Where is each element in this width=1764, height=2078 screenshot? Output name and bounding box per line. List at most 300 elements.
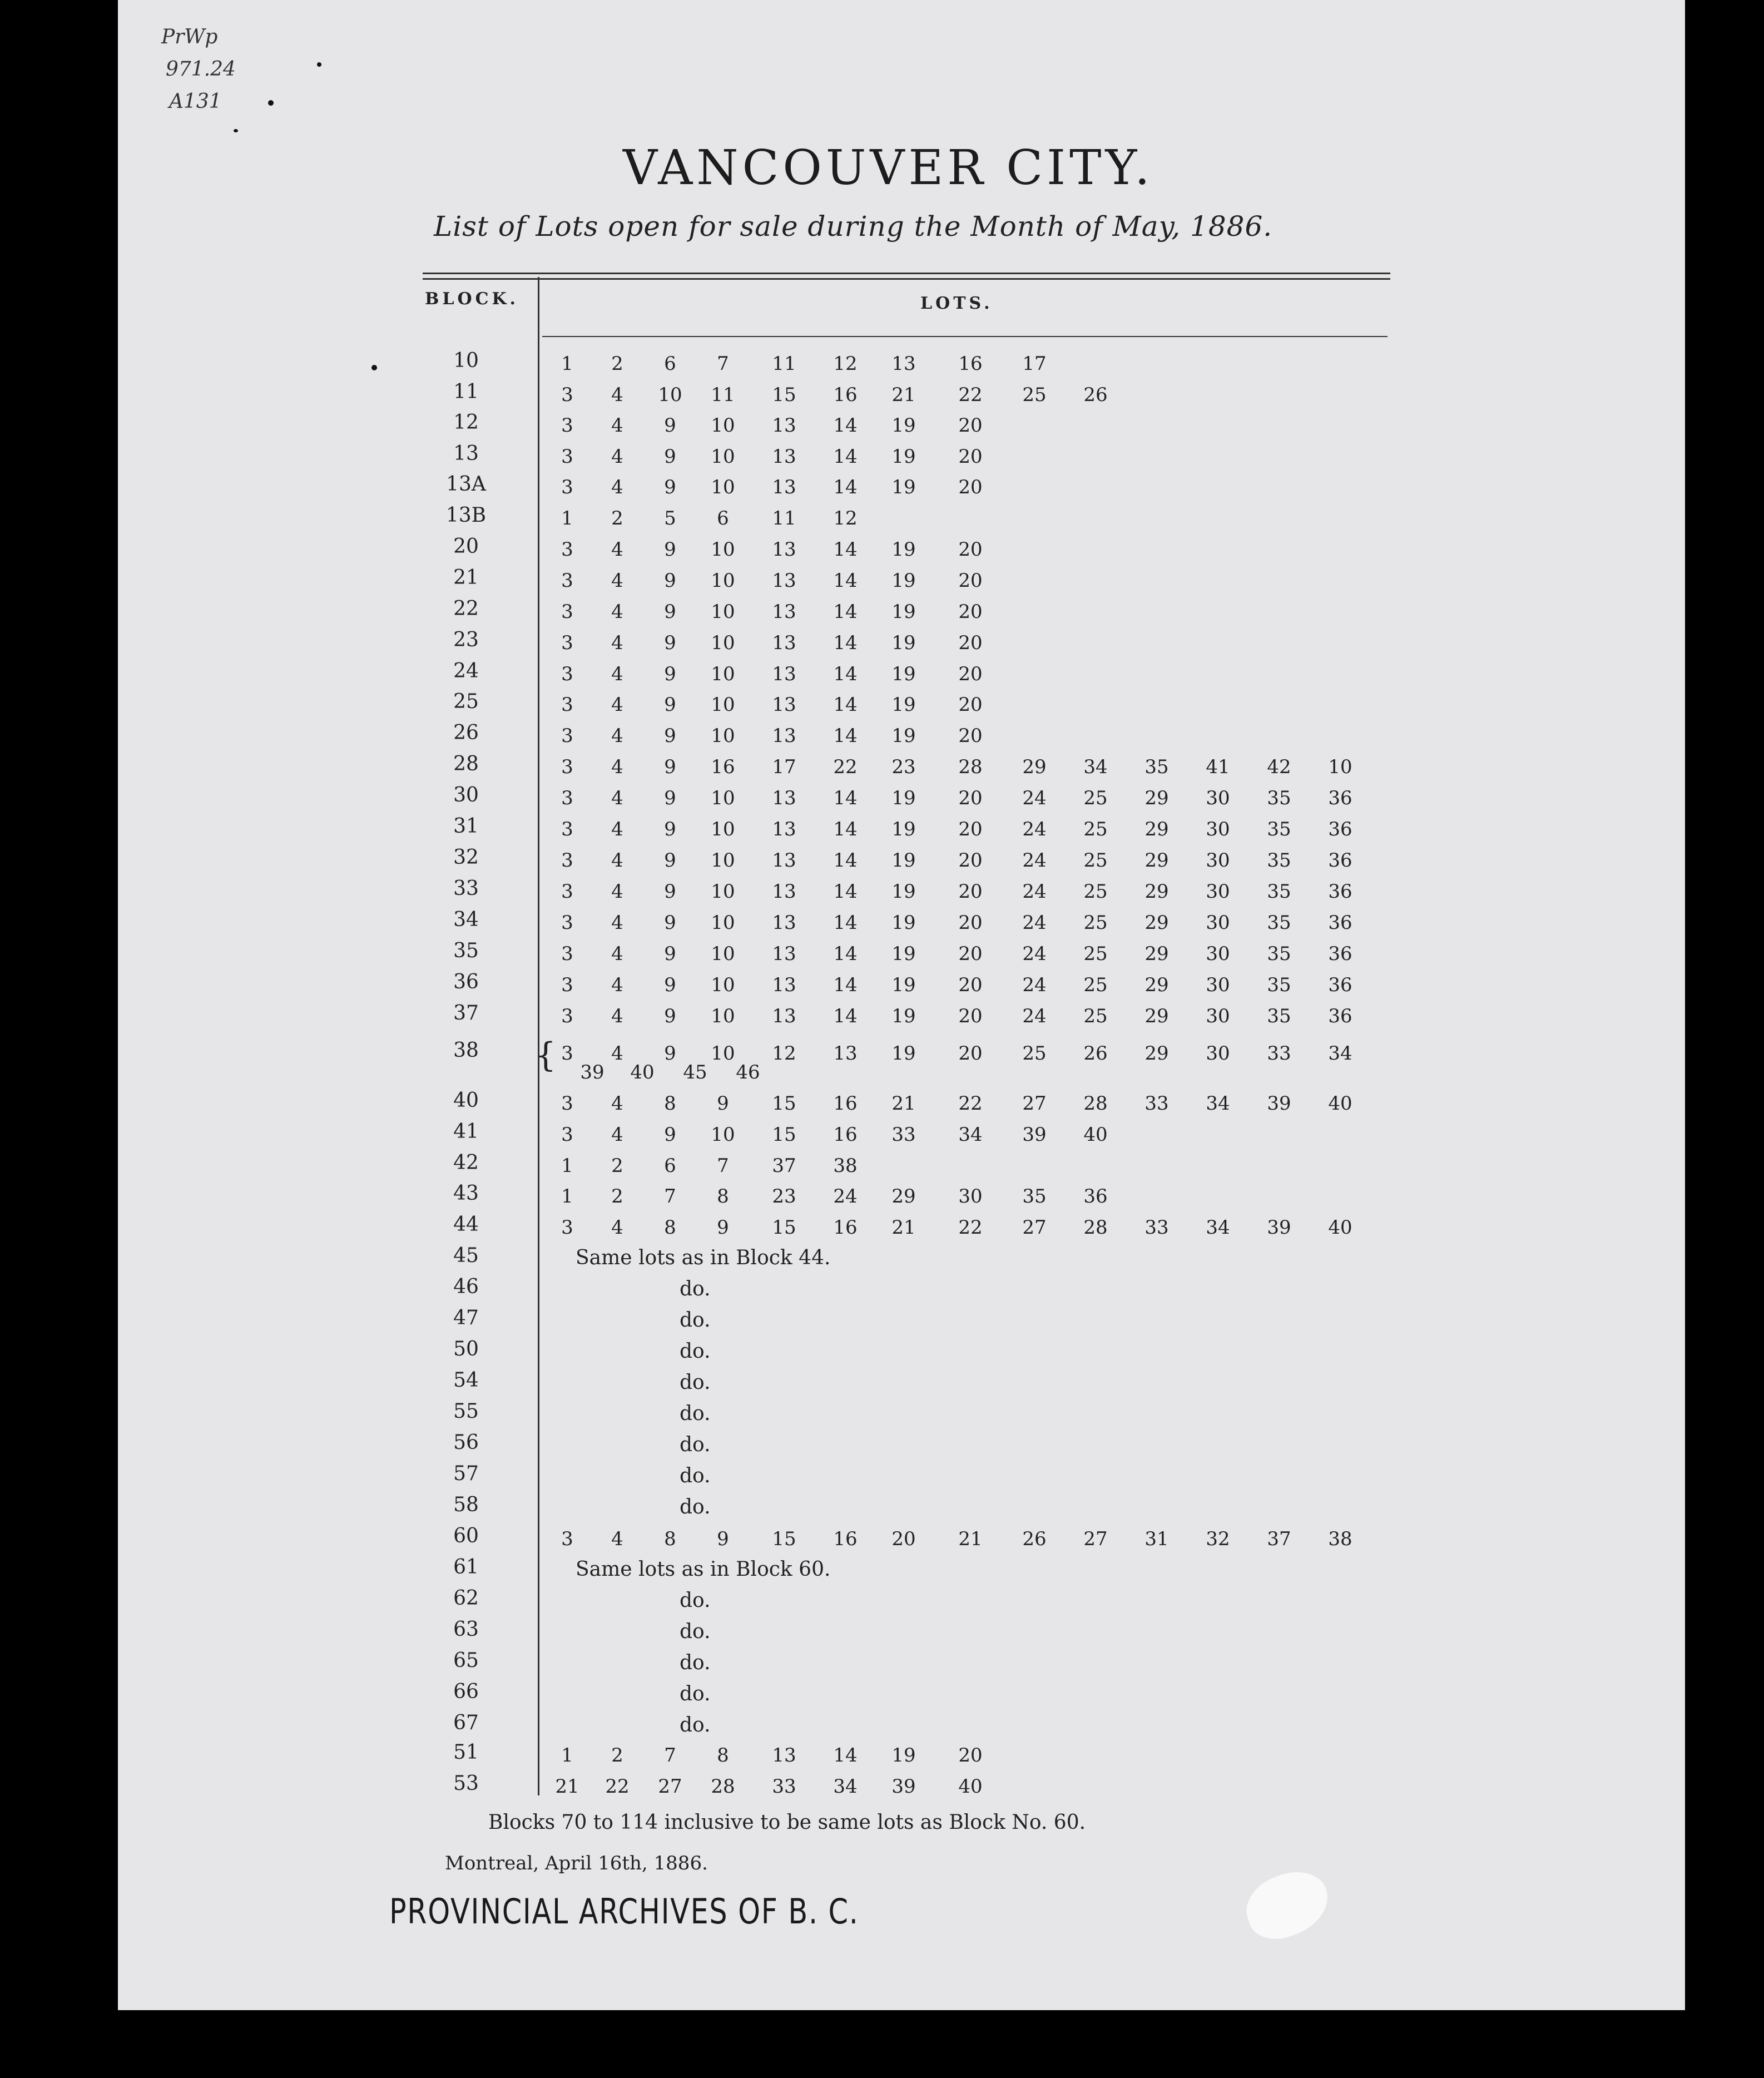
lot-number: 7 xyxy=(717,353,729,375)
lot-number: 9 xyxy=(664,974,676,996)
lot-number: 23 xyxy=(891,756,916,778)
lot-number: 10 xyxy=(711,1124,735,1146)
archive-stamp: PROVINCIAL ARCHIVES OF B. C. xyxy=(389,1891,859,1932)
block-number: 23 xyxy=(453,629,479,651)
ditto-note: do. xyxy=(680,1278,711,1300)
lot-number: 4 xyxy=(611,849,623,872)
lot-number: 30 xyxy=(1206,849,1230,872)
lot-number: 33 xyxy=(891,1124,916,1146)
lot-number: 16 xyxy=(833,1124,858,1146)
lot-number: 4 xyxy=(611,384,623,406)
lot-number: 35 xyxy=(1144,756,1169,778)
lot-number: 29 xyxy=(1144,912,1169,934)
lot-number: 25 xyxy=(1022,1042,1047,1065)
lot-number: 8 xyxy=(664,1528,676,1550)
lot-number: 36 xyxy=(1328,974,1352,996)
lot-number: 30 xyxy=(1206,1042,1230,1065)
block-number: 28 xyxy=(453,753,479,775)
lot-number: 19 xyxy=(891,601,916,623)
lot-number: 10 xyxy=(711,414,735,437)
lot-number: 10 xyxy=(711,694,735,716)
lot-number: 6 xyxy=(664,353,676,375)
ditto-note: do. xyxy=(680,1433,711,1456)
lot-number: 9 xyxy=(664,1042,676,1065)
block-number: 63 xyxy=(453,1618,479,1641)
lot-number: 40 xyxy=(958,1775,983,1798)
lot-number: 29 xyxy=(1144,880,1169,903)
lot-number: 36 xyxy=(1328,880,1352,903)
lot-number: 25 xyxy=(1083,849,1108,872)
lot-number: 14 xyxy=(833,725,858,747)
lot-number: 13 xyxy=(891,353,916,375)
lot-number: 12 xyxy=(833,353,858,375)
page-title: VANCOUVER CITY. xyxy=(623,140,1154,196)
lot-number: 35 xyxy=(1022,1185,1047,1208)
block-number: 56 xyxy=(453,1431,479,1454)
lot-number: 7 xyxy=(717,1155,729,1177)
lot-number: 20 xyxy=(958,880,983,903)
lot-number: 10 xyxy=(711,943,735,965)
lot-number: 20 xyxy=(958,632,983,654)
lot-number: 19 xyxy=(891,943,916,965)
lot-number: 20 xyxy=(958,1744,983,1767)
lot-number: 13 xyxy=(772,787,796,809)
margin-note-3: A131 xyxy=(169,90,222,113)
lot-number: 4 xyxy=(611,476,623,498)
lot-number: 10 xyxy=(711,912,735,934)
lot-number: 30 xyxy=(958,1185,983,1208)
lot-number: 10 xyxy=(711,1042,735,1065)
lot-number: 15 xyxy=(772,384,796,406)
lot-number: 2 xyxy=(611,1744,623,1767)
lot-number: 20 xyxy=(958,601,983,623)
block-number: 54 xyxy=(453,1369,479,1392)
lot-number: 14 xyxy=(833,570,858,592)
lot-number: 7 xyxy=(664,1744,676,1767)
lot-number: 28 xyxy=(1083,1216,1108,1239)
lot-number: 20 xyxy=(958,974,983,996)
block-number: 51 xyxy=(453,1741,479,1764)
lot-number: 6 xyxy=(717,507,729,530)
lot-number: 25 xyxy=(1083,943,1108,965)
block-number: 13 xyxy=(453,442,479,465)
lot-number: 4 xyxy=(611,663,623,685)
lot-number: 9 xyxy=(664,1005,676,1027)
lot-number: 12 xyxy=(833,507,858,530)
lot-number: 2 xyxy=(611,1185,623,1208)
lot-number: 5 xyxy=(664,507,676,530)
lot-number: 29 xyxy=(1022,756,1047,778)
lot-number: 35 xyxy=(1267,974,1291,996)
lot-number: 19 xyxy=(891,414,916,437)
block-number: 50 xyxy=(453,1338,479,1360)
lot-number: 13 xyxy=(772,601,796,623)
lot-number: 14 xyxy=(833,694,858,716)
lot-number: 14 xyxy=(833,787,858,809)
lot-number: 7 xyxy=(664,1185,676,1208)
lot-number: 30 xyxy=(1206,943,1230,965)
footer-note: Blocks 70 to 114 inclusive to be same lots as Block No. 60. xyxy=(488,1811,1086,1834)
lot-number: 4 xyxy=(611,694,623,716)
lot-number: 14 xyxy=(833,414,858,437)
lot-number: 3 xyxy=(561,570,573,592)
lot-number: 28 xyxy=(711,1775,735,1798)
lot-number: 9 xyxy=(664,1124,676,1146)
lot-number: 4 xyxy=(611,756,623,778)
lot-number: 40 xyxy=(1083,1124,1108,1146)
lot-number: 4 xyxy=(611,1216,623,1239)
block-number: 11 xyxy=(453,380,479,403)
block-number: 31 xyxy=(453,815,479,838)
lot-number: 13 xyxy=(772,943,796,965)
lot-number: 30 xyxy=(1206,912,1230,934)
lot-number: 19 xyxy=(891,787,916,809)
lot-number: 35 xyxy=(1267,787,1291,809)
lot-number: 20 xyxy=(958,818,983,840)
ditto-note: do. xyxy=(680,1714,711,1736)
ditto-note: do. xyxy=(680,1309,711,1332)
lot-number: 19 xyxy=(891,974,916,996)
lot-number: 3 xyxy=(561,414,573,437)
lot-number: 9 xyxy=(664,663,676,685)
lot-number: 36 xyxy=(1328,943,1352,965)
block-number: 12 xyxy=(453,411,479,434)
lot-number: 10 xyxy=(711,725,735,747)
lot-number: 3 xyxy=(561,787,573,809)
lot-number: 30 xyxy=(1206,818,1230,840)
lot-number: 24 xyxy=(1022,849,1047,872)
lot-number: 3 xyxy=(561,476,573,498)
lot-number: 14 xyxy=(833,849,858,872)
lot-number: 13 xyxy=(772,912,796,934)
lot-number: 3 xyxy=(561,756,573,778)
lot-number: 13 xyxy=(833,1042,858,1065)
lot-number: 8 xyxy=(664,1092,676,1115)
lot-number: 9 xyxy=(664,694,676,716)
lot-number: 35 xyxy=(1267,912,1291,934)
lot-number: 27 xyxy=(1022,1216,1047,1239)
lot-number: 37 xyxy=(1267,1528,1291,1550)
dateline: Montreal, April 16th, 1886. xyxy=(445,1852,708,1874)
lot-number: 25 xyxy=(1083,1005,1108,1027)
lot-number: 25 xyxy=(1083,818,1108,840)
block-number: 58 xyxy=(453,1493,479,1516)
lot-number: 35 xyxy=(1267,880,1291,903)
lot-number: 15 xyxy=(772,1092,796,1115)
block-number: 20 xyxy=(453,535,479,558)
brace-mark: { xyxy=(535,1036,557,1075)
lot-number: 4 xyxy=(611,1124,623,1146)
lot-number: 27 xyxy=(658,1775,682,1798)
lot-number: 23 xyxy=(772,1185,796,1208)
speck xyxy=(234,129,238,132)
lot-number: 24 xyxy=(1022,974,1047,996)
lot-number: 4 xyxy=(611,880,623,903)
lot-number: 40 xyxy=(1328,1092,1352,1115)
lot-number: 13 xyxy=(772,694,796,716)
lot-number: 1 xyxy=(561,507,573,530)
lot-number: 2 xyxy=(611,507,623,530)
lot-number: 12 xyxy=(772,1042,796,1065)
lot-number: 10 xyxy=(711,1005,735,1027)
block-number: 67 xyxy=(453,1711,479,1734)
lot-number: 4 xyxy=(611,943,623,965)
lot-number: 9 xyxy=(664,414,676,437)
lot-number: 9 xyxy=(664,849,676,872)
lot-number: 10 xyxy=(711,601,735,623)
lot-number: 3 xyxy=(561,818,573,840)
ditto-note: do. xyxy=(680,1402,711,1425)
block-number: 25 xyxy=(453,690,479,713)
lot-number: 3 xyxy=(561,1042,573,1065)
lot-number: 22 xyxy=(958,1216,983,1239)
lot-number: 38 xyxy=(833,1155,858,1177)
lot-number: 36 xyxy=(1328,912,1352,934)
lot-number: 3 xyxy=(561,943,573,965)
lot-number: 25 xyxy=(1022,384,1047,406)
block-number: 21 xyxy=(453,566,479,589)
lot-number: 19 xyxy=(891,446,916,468)
block-number: 43 xyxy=(453,1182,479,1205)
same-lots-note: Same lots as in Block 44. xyxy=(576,1246,831,1269)
lot-number: 9 xyxy=(717,1528,729,1550)
lot-number: 4 xyxy=(611,446,623,468)
lot-number: 19 xyxy=(891,663,916,685)
block-number: 53 xyxy=(453,1772,479,1795)
lot-number: 28 xyxy=(958,756,983,778)
lot-number: 3 xyxy=(561,663,573,685)
lot-number: 34 xyxy=(1206,1216,1230,1239)
lot-number: 14 xyxy=(833,1005,858,1027)
lot-number: 29 xyxy=(1144,943,1169,965)
lot-number: 46 xyxy=(736,1061,760,1083)
lot-number: 29 xyxy=(1144,818,1169,840)
lot-number: 24 xyxy=(1022,943,1047,965)
lot-number: 4 xyxy=(611,1042,623,1065)
lot-number: 19 xyxy=(891,912,916,934)
lot-number: 20 xyxy=(958,663,983,685)
block-number: 42 xyxy=(453,1151,479,1174)
lot-number: 30 xyxy=(1206,787,1230,809)
speck xyxy=(268,100,274,106)
lot-number: 11 xyxy=(711,384,735,406)
lot-number: 40 xyxy=(630,1061,655,1083)
lots-header-underline xyxy=(542,336,1388,337)
lot-number: 10 xyxy=(711,663,735,685)
lot-number: 26 xyxy=(1083,1042,1108,1065)
lot-number: 14 xyxy=(833,880,858,903)
lot-number: 9 xyxy=(717,1092,729,1115)
lot-number: 11 xyxy=(772,507,796,530)
block-number: 60 xyxy=(453,1525,479,1547)
lot-number: 38 xyxy=(1328,1528,1352,1550)
lot-number: 36 xyxy=(1328,1005,1352,1027)
lot-number: 19 xyxy=(891,880,916,903)
lot-number: 20 xyxy=(958,787,983,809)
block-number: 26 xyxy=(453,721,479,744)
lot-number: 8 xyxy=(664,1216,676,1239)
lot-number: 10 xyxy=(658,384,682,406)
lot-number: 22 xyxy=(958,384,983,406)
block-number: 65 xyxy=(453,1649,479,1672)
lot-number: 21 xyxy=(891,1216,916,1239)
lot-number: 19 xyxy=(891,632,916,654)
lot-number: 19 xyxy=(891,1005,916,1027)
lot-number: 3 xyxy=(561,725,573,747)
same-lots-note: Same lots as in Block 60. xyxy=(576,1558,831,1581)
lot-number: 3 xyxy=(561,446,573,468)
lot-number: 25 xyxy=(1083,974,1108,996)
lot-number: 10 xyxy=(711,476,735,498)
lot-number: 20 xyxy=(958,943,983,965)
lot-number: 20 xyxy=(958,725,983,747)
lot-number: 10 xyxy=(1328,756,1352,778)
lot-number: 40 xyxy=(1328,1216,1352,1239)
lot-number: 36 xyxy=(1328,849,1352,872)
block-number: 55 xyxy=(453,1400,479,1423)
lot-number: 39 xyxy=(1267,1216,1291,1239)
lot-number: 30 xyxy=(1206,974,1230,996)
lot-number: 3 xyxy=(561,632,573,654)
lot-number: 3 xyxy=(561,1005,573,1027)
lot-number: 21 xyxy=(891,384,916,406)
lot-number: 4 xyxy=(611,974,623,996)
block-number: 13A xyxy=(446,473,486,496)
lot-number: 3 xyxy=(561,912,573,934)
lot-number: 13 xyxy=(772,570,796,592)
lot-number: 13 xyxy=(772,446,796,468)
lot-number: 20 xyxy=(958,694,983,716)
lot-number: 10 xyxy=(711,880,735,903)
lot-number: 20 xyxy=(958,570,983,592)
lot-number: 10 xyxy=(711,974,735,996)
lot-number: 3 xyxy=(561,1216,573,1239)
lot-number: 19 xyxy=(891,1744,916,1767)
lot-number: 19 xyxy=(891,725,916,747)
lot-number: 10 xyxy=(711,849,735,872)
lot-number: 33 xyxy=(772,1775,796,1798)
speck xyxy=(317,62,321,67)
block-number: 37 xyxy=(453,1002,479,1025)
speck xyxy=(371,365,377,370)
lot-number: 9 xyxy=(664,880,676,903)
lot-number: 2 xyxy=(611,353,623,375)
lot-number: 35 xyxy=(1267,818,1291,840)
block-column-header: BLOCK. xyxy=(425,289,519,309)
lot-number: 24 xyxy=(1022,818,1047,840)
lot-number: 13 xyxy=(772,414,796,437)
block-number: 10 xyxy=(453,349,479,372)
lot-number: 19 xyxy=(891,476,916,498)
lot-number: 3 xyxy=(561,849,573,872)
lot-number: 33 xyxy=(1144,1216,1169,1239)
block-number: 47 xyxy=(453,1307,479,1329)
lot-number: 41 xyxy=(1206,756,1230,778)
lot-number: 36 xyxy=(1328,818,1352,840)
lot-number: 9 xyxy=(664,912,676,934)
lot-number: 9 xyxy=(664,476,676,498)
lot-number: 4 xyxy=(611,818,623,840)
lot-number: 10 xyxy=(711,446,735,468)
lot-number: 19 xyxy=(891,1042,916,1065)
lot-number: 42 xyxy=(1267,756,1291,778)
ditto-note: do. xyxy=(680,1465,711,1487)
lot-number: 13 xyxy=(772,880,796,903)
lot-number: 13 xyxy=(772,538,796,561)
lot-number: 39 xyxy=(580,1061,604,1083)
lot-number: 10 xyxy=(711,787,735,809)
block-number: 33 xyxy=(453,877,479,900)
lot-number: 33 xyxy=(1267,1042,1291,1065)
lot-number: 14 xyxy=(833,974,858,996)
lot-number: 24 xyxy=(833,1185,858,1208)
block-number: 24 xyxy=(453,660,479,682)
lot-number: 13 xyxy=(772,1005,796,1027)
ditto-note: do. xyxy=(680,1371,711,1394)
lot-number: 14 xyxy=(833,538,858,561)
lot-number: 22 xyxy=(605,1775,630,1798)
lot-number: 4 xyxy=(611,725,623,747)
lot-number: 3 xyxy=(561,1092,573,1115)
lot-number: 39 xyxy=(891,1775,916,1798)
lot-number: 9 xyxy=(664,725,676,747)
lot-number: 17 xyxy=(772,756,796,778)
lot-number: 19 xyxy=(891,694,916,716)
block-number: 34 xyxy=(453,908,479,931)
header-rule-top xyxy=(423,273,1390,274)
lot-number: 16 xyxy=(833,384,858,406)
lot-number: 4 xyxy=(611,1528,623,1550)
lot-number: 9 xyxy=(664,818,676,840)
header-rule-bottom xyxy=(423,278,1390,280)
lot-number: 1 xyxy=(561,353,573,375)
lot-number: 20 xyxy=(958,849,983,872)
lot-number: 10 xyxy=(711,538,735,561)
lot-number: 15 xyxy=(772,1124,796,1146)
lot-number: 29 xyxy=(1144,974,1169,996)
lot-number: 36 xyxy=(1328,787,1352,809)
lot-number: 13 xyxy=(772,725,796,747)
block-number: 32 xyxy=(453,846,479,869)
lot-number: 4 xyxy=(611,787,623,809)
lot-number: 14 xyxy=(833,818,858,840)
block-number: 13B xyxy=(445,504,487,527)
lot-number: 14 xyxy=(833,446,858,468)
lot-number: 9 xyxy=(717,1216,729,1239)
lot-number: 26 xyxy=(1022,1528,1047,1550)
lot-number: 20 xyxy=(958,1005,983,1027)
lot-number: 3 xyxy=(561,880,573,903)
lot-number: 4 xyxy=(611,570,623,592)
lot-number: 19 xyxy=(891,818,916,840)
lot-number: 9 xyxy=(664,601,676,623)
lot-number: 20 xyxy=(958,538,983,561)
lot-number: 9 xyxy=(664,943,676,965)
lot-number: 4 xyxy=(611,538,623,561)
ditto-note: do. xyxy=(680,1651,711,1674)
lot-number: 24 xyxy=(1022,1005,1047,1027)
page-subtitle: List of Lots open for sale during the Month of May, 1886. xyxy=(434,210,1273,243)
lot-number: 34 xyxy=(958,1124,983,1146)
lot-number: 32 xyxy=(1206,1528,1230,1550)
ditto-note: do. xyxy=(680,1589,711,1612)
lot-number: 34 xyxy=(1206,1092,1230,1115)
lot-number: 3 xyxy=(561,974,573,996)
lot-number: 28 xyxy=(1083,1092,1108,1115)
block-number: 66 xyxy=(453,1680,479,1703)
lot-number: 29 xyxy=(1144,787,1169,809)
lot-number: 33 xyxy=(1144,1092,1169,1115)
